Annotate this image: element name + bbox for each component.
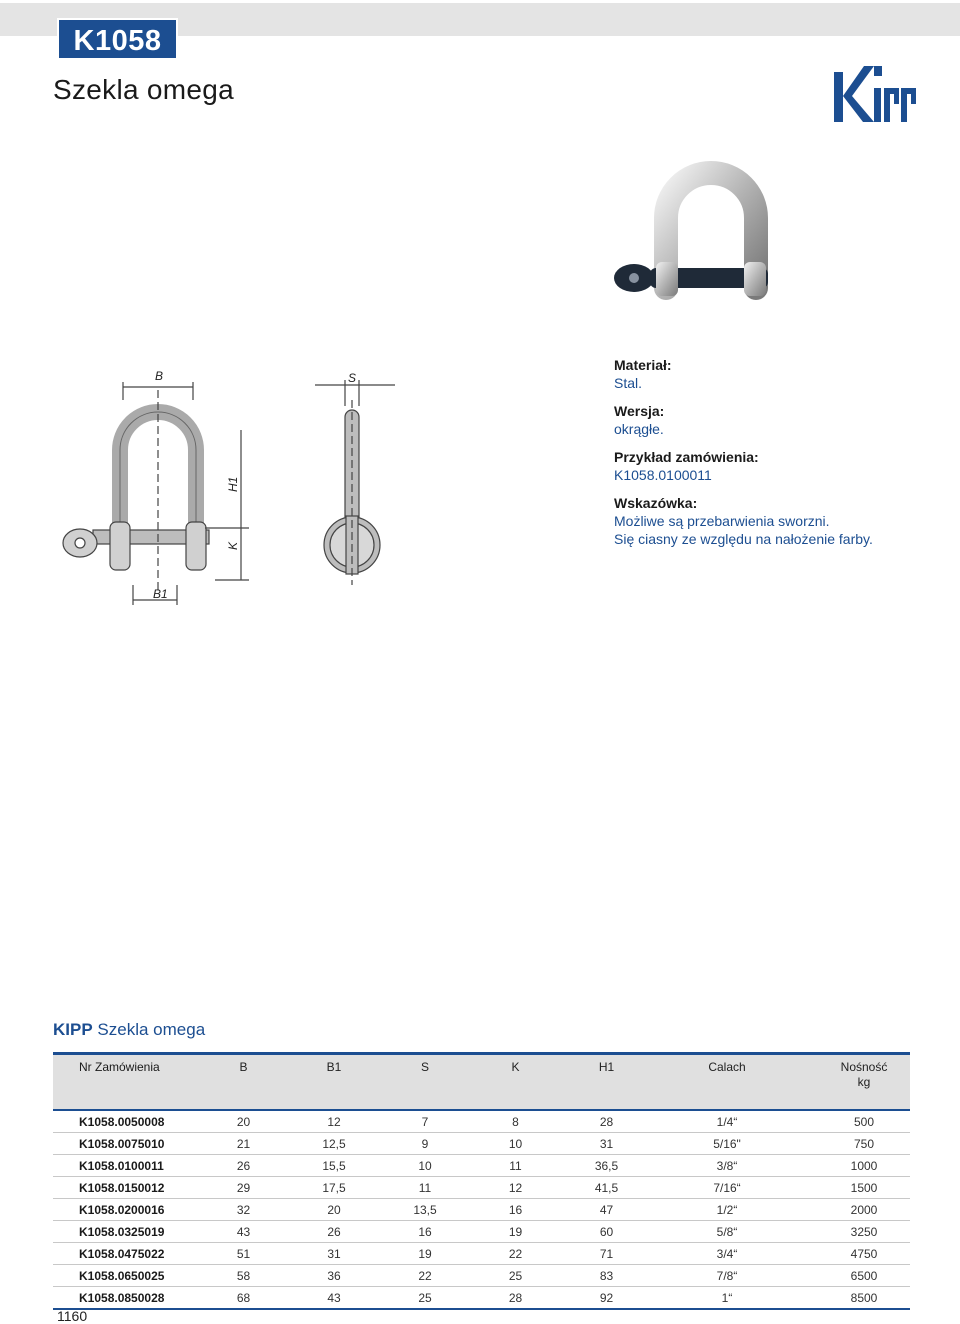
table-cell: 5/16"	[636, 1133, 818, 1155]
info-version	[614, 402, 873, 438]
table-cell: 8	[454, 1110, 577, 1133]
table-cell: 2000	[818, 1199, 910, 1221]
order-number-cell: K1058.0100011	[53, 1155, 215, 1177]
info-value: K1058.0100011	[614, 467, 712, 483]
table-cell: 12,5	[272, 1133, 396, 1155]
table-cell: 26	[215, 1155, 272, 1177]
product-code-badge: K1058	[57, 18, 178, 60]
dim-b-label: B	[155, 369, 164, 383]
table-cell: 60	[577, 1221, 636, 1243]
info-label: Przykład zamówienia:	[614, 449, 759, 465]
page-number: 1160	[57, 1308, 88, 1324]
order-number-cell: K1058.0075010	[53, 1133, 215, 1155]
order-number-cell: K1058.0150012	[53, 1177, 215, 1199]
col-header: B1	[272, 1054, 396, 1111]
col-header: S	[396, 1054, 454, 1111]
table-cell: 10	[454, 1133, 577, 1155]
table-cell: 29	[215, 1177, 272, 1199]
table-cell: 36	[272, 1265, 396, 1287]
product-info	[614, 356, 873, 558]
table-cell: 12	[272, 1110, 396, 1133]
table-row	[53, 1155, 910, 1177]
technical-drawing	[55, 360, 415, 610]
table-row	[53, 1287, 910, 1310]
col-header: Nr Zamówienia	[53, 1054, 215, 1111]
table-cell: 4750	[818, 1243, 910, 1265]
table-cell: 3/8“	[636, 1155, 818, 1177]
table-cell: 16	[454, 1199, 577, 1221]
order-number-cell: K1058.0650025	[53, 1265, 215, 1287]
table-cell: 7/16“	[636, 1177, 818, 1199]
table-cell: 83	[577, 1265, 636, 1287]
table-header-row	[53, 1054, 910, 1111]
info-label: Wskazówka:	[614, 495, 698, 511]
table-cell: 58	[215, 1265, 272, 1287]
table-cell: 750	[818, 1133, 910, 1155]
info-value: Stal.	[614, 375, 643, 391]
col-header: K	[454, 1054, 577, 1111]
table-cell: 22	[396, 1265, 454, 1287]
table-cell: 500	[818, 1110, 910, 1133]
table-cell: 26	[272, 1221, 396, 1243]
col-header-capacity	[818, 1054, 910, 1111]
table-cell: 1/2“	[636, 1199, 818, 1221]
table-title-brand: KIPP	[53, 1020, 93, 1039]
info-value: okrągłe.	[614, 421, 664, 437]
table-cell: 1/4“	[636, 1110, 818, 1133]
table-cell: 92	[577, 1287, 636, 1310]
table-title-text: Szekla omega	[97, 1020, 206, 1039]
table-cell: 15,5	[272, 1155, 396, 1177]
table-cell: 19	[454, 1221, 577, 1243]
info-order-example	[614, 448, 873, 484]
table-cell: 11	[396, 1177, 454, 1199]
table-cell: 16	[396, 1221, 454, 1243]
order-number-cell: K1058.0200016	[53, 1199, 215, 1221]
table-cell: 8500	[818, 1287, 910, 1310]
table-cell: 20	[215, 1110, 272, 1133]
table-cell: 7/8“	[636, 1265, 818, 1287]
table-cell: 20	[272, 1199, 396, 1221]
info-note	[614, 494, 873, 548]
table-row	[53, 1199, 910, 1221]
info-material	[614, 356, 873, 392]
page-title: Szekla omega	[53, 74, 235, 105]
table-cell: 71	[577, 1243, 636, 1265]
table-cell: 25	[454, 1265, 577, 1287]
table-cell: 13,5	[396, 1199, 454, 1221]
table-cell: 7	[396, 1110, 454, 1133]
table-cell: 41,5	[577, 1177, 636, 1199]
table-cell: 25	[396, 1287, 454, 1310]
table-cell: 12	[454, 1177, 577, 1199]
col-header: B	[215, 1054, 272, 1111]
info-label: Materiał:	[614, 357, 672, 373]
table-cell: 5/8“	[636, 1221, 818, 1243]
table-cell: 21	[215, 1133, 272, 1155]
table-cell: 51	[215, 1243, 272, 1265]
table-cell: 43	[272, 1287, 396, 1310]
table-cell: 28	[577, 1110, 636, 1133]
col-header-capacity-unit: kg	[857, 1075, 871, 1089]
dim-h1-label: H1	[226, 476, 240, 492]
table-cell: 11	[454, 1155, 577, 1177]
table-cell: 47	[577, 1199, 636, 1221]
table-cell: 36,5	[577, 1155, 636, 1177]
table-cell: 10	[396, 1155, 454, 1177]
table-title	[53, 1020, 205, 1040]
order-number-cell: K1058.0850028	[53, 1287, 215, 1310]
table-cell: 31	[577, 1133, 636, 1155]
spec-table	[53, 1052, 910, 1310]
dim-s-label: S	[348, 371, 357, 385]
table-cell: 32	[215, 1199, 272, 1221]
col-header: H1	[577, 1054, 636, 1111]
table-cell: 1“	[636, 1287, 818, 1310]
info-value: Możliwe są przebarwienia sworzni.	[614, 513, 830, 529]
table-cell: 3250	[818, 1221, 910, 1243]
table-cell: 6500	[818, 1265, 910, 1287]
order-number-cell: K1058.0475022	[53, 1243, 215, 1265]
kipp-logo	[830, 58, 920, 128]
table-row	[53, 1110, 910, 1133]
table-cell: 3/4“	[636, 1243, 818, 1265]
table-cell: 68	[215, 1287, 272, 1310]
dim-b1-label: B1	[153, 587, 168, 601]
col-header: Calach	[636, 1054, 818, 1111]
product-photo	[606, 138, 796, 328]
table-cell: 22	[454, 1243, 577, 1265]
table-cell: 17,5	[272, 1177, 396, 1199]
table-cell: 1500	[818, 1177, 910, 1199]
table-cell: 19	[396, 1243, 454, 1265]
table-row	[53, 1133, 910, 1155]
table-row	[53, 1177, 910, 1199]
table-row	[53, 1265, 910, 1287]
table-cell: 9	[396, 1133, 454, 1155]
table-cell: 43	[215, 1221, 272, 1243]
table-cell: 1000	[818, 1155, 910, 1177]
col-header-capacity-label: Nośność	[840, 1060, 888, 1074]
info-label: Wersja:	[614, 403, 665, 419]
table-cell: 28	[454, 1287, 577, 1310]
table-row	[53, 1243, 910, 1265]
dim-k-label: K	[226, 541, 240, 550]
order-number-cell: K1058.0325019	[53, 1221, 215, 1243]
table-row	[53, 1221, 910, 1243]
order-number-cell: K1058.0050008	[53, 1110, 215, 1133]
table-cell: 31	[272, 1243, 396, 1265]
info-value: Się ciasny ze względu na nałożenie farby.	[614, 531, 873, 547]
